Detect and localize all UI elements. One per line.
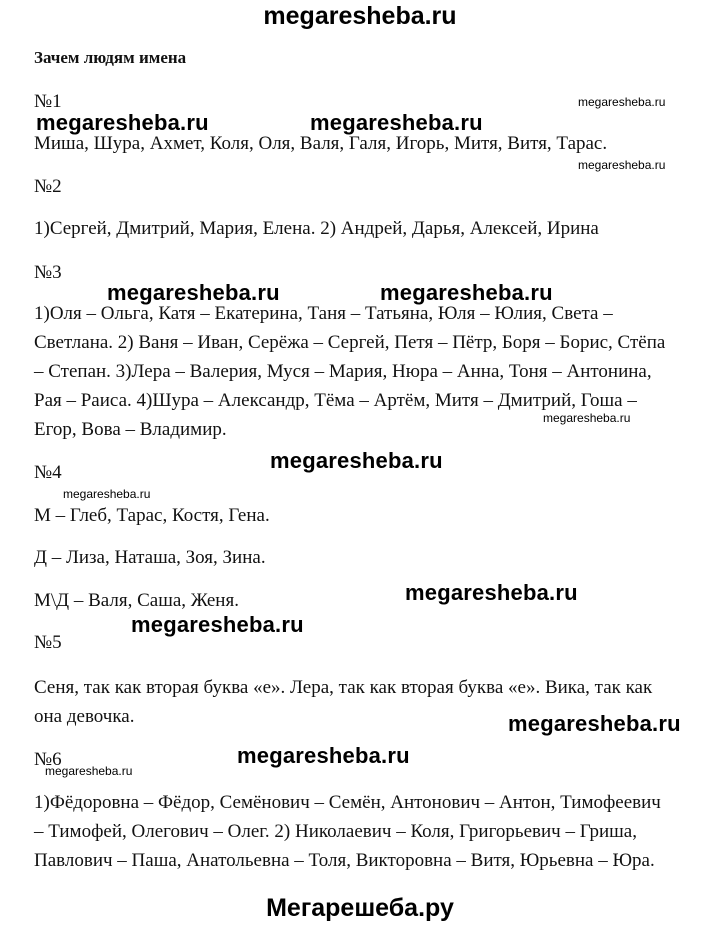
task-3-line-3: – Степан. 3)Лера – Валерия, Муся – Мария, Нюра – Анна, Тоня – Антонина,: [34, 361, 652, 382]
task-4-line-1: М – Глеб, Тарас, Костя, Гена.: [34, 505, 270, 526]
watermark-large: megaresheba.ru: [405, 580, 578, 605]
watermark-large: megaresheba.ru: [107, 280, 280, 305]
watermark-small: megaresheba.ru: [578, 95, 666, 109]
task-4-line-2: Д – Лиза, Наташа, Зоя, Зина.: [34, 547, 266, 568]
task-1-line-1: Миша, Шура, Ахмет, Коля, Оля, Валя, Галя, Игорь, Митя, Витя, Тарас.: [34, 133, 608, 154]
watermark-small: megaresheba.ru: [63, 487, 151, 501]
task-3-line-2: Светлана. 2) Ваня – Иван, Серёжа – Сергей, Петя – Пётр, Боря – Борис, Стёпа: [34, 332, 666, 353]
task-3-line-1: 1)Оля – Ольга, Катя – Екатерина, Таня – Татьяна, Юля – Юлия, Света –: [34, 303, 613, 324]
task-5-line-1: Сеня, так как вторая буква «е». Лера, так как вторая буква «е». Вика, так как: [34, 677, 653, 698]
task-6-line-3: Павлович – Паша, Анатольевна – Толя, Викторовна – Витя, Юрьевна – Юра.: [34, 850, 655, 871]
watermark-large: megaresheba.ru: [508, 711, 681, 736]
watermark-large: megaresheba.ru: [237, 743, 410, 768]
task-5-line-2: она девочка.: [34, 706, 135, 727]
task-6-label: №6: [34, 749, 62, 770]
watermark-large: megaresheba.ru: [310, 110, 483, 135]
watermark-large: megaresheba.ru: [36, 110, 209, 135]
watermark-small: megaresheba.ru: [578, 158, 666, 172]
watermark-large: megaresheba.ru: [131, 612, 304, 637]
task-2-line-1: 1)Сергей, Дмитрий, Мария, Елена. 2) Андрей, Дарья, Алексей, Ирина: [34, 218, 599, 239]
watermark-large: megaresheba.ru: [380, 280, 553, 305]
site-header: megaresheba.ru: [263, 2, 457, 30]
page-title: Зачем людям имена: [34, 48, 187, 67]
task-6-line-2: – Тимофей, Олегович – Олег. 2) Николаевич – Коля, Григорьевич – Гриша,: [34, 821, 637, 842]
task-4-line-3: М\Д – Валя, Саша, Женя.: [34, 590, 239, 611]
task-3-label: №3: [34, 262, 62, 283]
task-5-label: №5: [34, 632, 62, 653]
task-6-line-1: 1)Фёдоровна – Фёдор, Семёнович – Семён, Антонович – Антон, Тимофеевич: [34, 792, 661, 813]
task-3-line-5: Егор, Вова – Владимир.: [34, 419, 227, 440]
task-3-line-4: Рая – Раиса. 4)Шура – Александр, Тёма – Артём, Митя – Дмитрий, Гоша –: [34, 390, 637, 411]
task-2-label: №2: [34, 176, 62, 197]
task-1-label: №1: [34, 91, 62, 112]
watermark-large: megaresheba.ru: [270, 448, 443, 473]
site-footer: Мегарешеба.ру: [266, 894, 454, 922]
watermark-small: megaresheba.ru: [543, 411, 631, 425]
watermark-small: megaresheba.ru: [45, 764, 133, 778]
task-4-label: №4: [34, 462, 62, 483]
